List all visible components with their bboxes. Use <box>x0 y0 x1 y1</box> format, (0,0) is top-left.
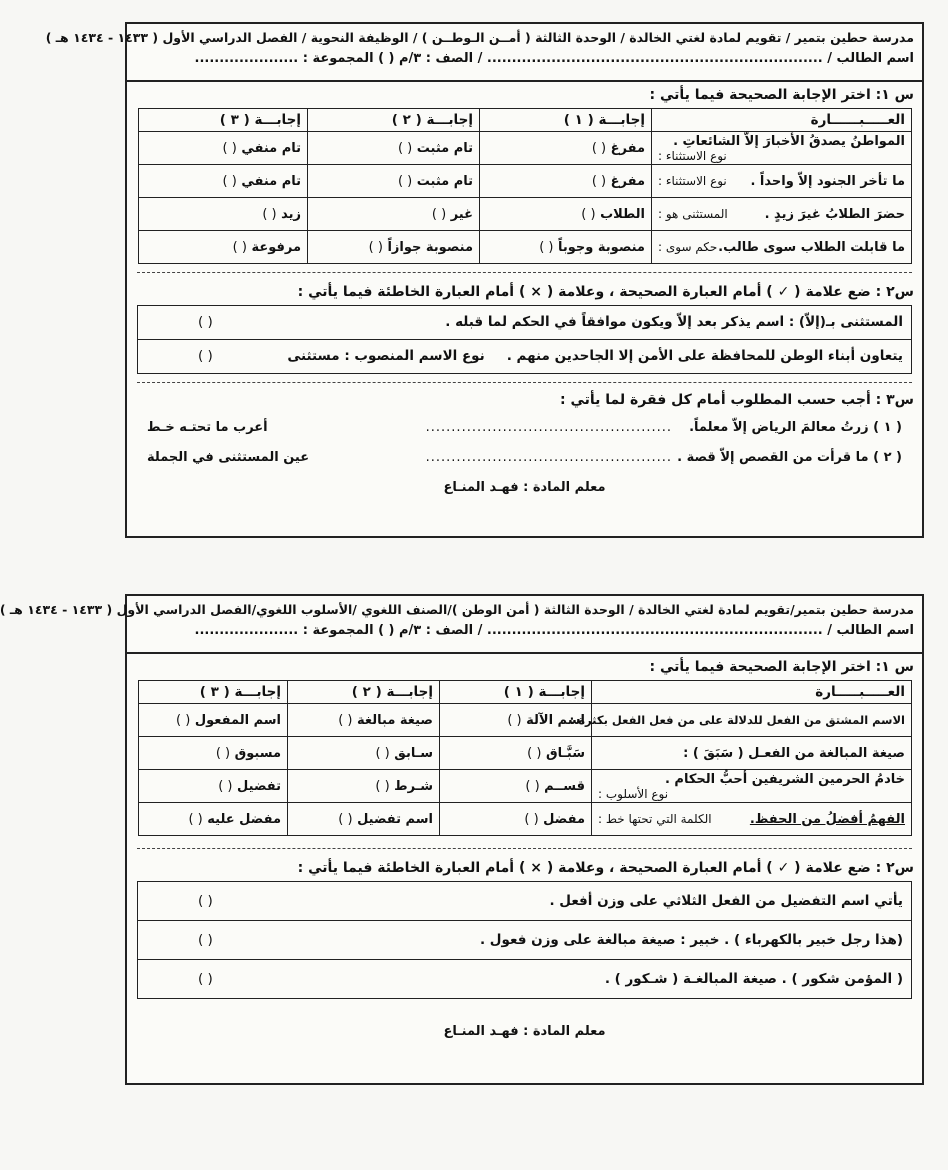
answer-option-2[interactable] <box>288 737 440 770</box>
statement-text: ما قابلت الطلاب سوى طالب. <box>718 239 905 255</box>
statement-cell <box>569 704 912 737</box>
answer-line[interactable]: ................................................ <box>425 420 672 435</box>
item-text: يتعاون أبناء الوطن للمحافظة على الأمن إلا الجاحدين منهم . <box>506 348 903 364</box>
option-text: اسم المفعول <box>194 712 281 728</box>
statement-question: المستثنى هو : <box>658 206 728 221</box>
statement-question: نوع الأسلوب : <box>598 786 669 801</box>
answer-paren[interactable]: ( ) <box>198 932 213 948</box>
option-text: منصوبة جوازاً <box>387 239 473 255</box>
option-text: مفضل <box>543 811 585 827</box>
answer-paren: ( ) <box>176 712 191 728</box>
answer-paren: ( ) <box>218 778 233 794</box>
answer-option-3[interactable] <box>139 165 308 198</box>
mcq-table <box>138 680 912 836</box>
option-text: سـابق <box>394 745 433 761</box>
table-row <box>139 770 912 803</box>
statement-cell <box>652 231 912 264</box>
answer-line[interactable]: ................................................ <box>425 450 672 465</box>
table-row <box>139 737 912 770</box>
col-header-answer-2: إجابـــة ( ٢ ) <box>308 109 480 132</box>
col-header-statement: العـــــبــــــارة <box>652 109 912 132</box>
statement-cell <box>652 198 912 231</box>
answer-paren: ( ) <box>188 811 203 827</box>
option-text: سَبَّـاق <box>545 745 585 761</box>
answer-option-2[interactable] <box>288 770 440 803</box>
answer-option-2[interactable] <box>308 198 480 231</box>
option-text: مفضل عليه <box>207 811 281 827</box>
answer-paren[interactable]: ( ) <box>198 893 213 909</box>
divider <box>137 272 912 273</box>
sheet-header: مدرسة حطين بتمير/تقويم لمادة لغتي الخالدة / الوحدة الثالثة ( أمن الوطن )/الصنف اللغوي /الأسلوب اللغوي/الفصل الدراسي الأول ( ١٤٣٣ - ١٤٣٤ هـ ) <box>0 602 914 617</box>
col-header-answer-3: إجابـــة ( ٣ ) <box>139 109 308 132</box>
table-row <box>139 704 912 737</box>
statement-question: نوع الاستثناء : <box>658 148 727 163</box>
teacher-name: معلم المادة : فهـد المنـاع <box>443 1024 606 1039</box>
true-false-item <box>138 882 911 921</box>
option-text: تام مثبت <box>416 173 473 189</box>
option-text: مفرغ <box>610 173 645 189</box>
worksheet-2 <box>0 594 924 1085</box>
item-text: المستثنى بـ(إلاّ) : اسم يذكر بعد إلاّ ويكون موافقاً في الحكم لما قبله . <box>445 314 903 330</box>
statement-text: الفهمُ أفضلُ من الحفظ. <box>749 811 905 827</box>
answer-paren[interactable]: ( ) <box>198 314 213 330</box>
statement-text: المواطنُ يصدقُ الأخبارَ إلاّ الشائعاتِ . <box>673 133 905 149</box>
answer-option-3[interactable] <box>139 737 288 770</box>
option-text: مرفوعة <box>251 239 301 255</box>
true-false-box <box>137 881 912 999</box>
answer-option-1[interactable] <box>440 704 592 737</box>
statement-question: حكم سوى : <box>658 239 718 254</box>
answer-paren: ( ) <box>525 778 540 794</box>
statement-question: الكلمة التي تحتها خط : <box>598 811 712 826</box>
option-text: تام منفي <box>241 173 301 189</box>
col-header-answer-1: إجابـــة ( ١ ) <box>440 681 592 704</box>
col-header-statement: العـــــبـــــارة <box>592 681 912 704</box>
answer-paren: ( ) <box>507 712 522 728</box>
sheet-header: مدرسة حطين بتمير / تقويم لمادة لغتي الخالدة / الوحدة الثالثة ( أمــن الـوطــن ) / الوظيفة النحوية / الفصل الدراسي الأول ( ١٤٣٣ - ١٤٣٤ هـ ) <box>45 30 914 45</box>
answer-paren: ( ) <box>397 140 413 156</box>
answer-paren[interactable]: ( ) <box>198 348 213 364</box>
option-text: غير <box>450 206 473 222</box>
answer-option-1[interactable] <box>440 803 592 836</box>
true-false-box <box>137 305 912 374</box>
option-text: صيغة مبالغة <box>357 712 433 728</box>
answer-option-1[interactable] <box>480 132 652 165</box>
option-text: اسم تفضيل <box>357 811 433 827</box>
answer-option-1[interactable] <box>480 198 652 231</box>
option-text: تام مثبت <box>416 140 473 156</box>
short-answer-item <box>127 443 922 473</box>
answer-option-2[interactable] <box>308 132 480 165</box>
answer-paren: ( ) <box>338 811 353 827</box>
teacher-name: معلم المادة : فهـد المنـاع <box>443 480 606 495</box>
statement-cell <box>592 770 912 803</box>
option-text: الطلاب <box>600 206 645 222</box>
col-header-answer-2: إجابـــة ( ٢ ) <box>288 681 440 704</box>
option-text: مسبوق <box>234 745 281 761</box>
worksheet-1 <box>45 22 924 538</box>
question-1-title: س ١: اختر الإجابة الصحيحة فيما يأتي : <box>649 659 914 675</box>
true-false-item <box>138 960 911 998</box>
answer-paren: ( ) <box>539 239 554 255</box>
statement-question: نوع الاستثناء : <box>658 173 727 188</box>
answer-option-3[interactable] <box>139 803 288 836</box>
statement-cell <box>592 737 912 770</box>
student-info-line: اسم الطالب / .................................................................... / الصف : ٣/م ( ) المجموعة : ..................... <box>194 623 914 638</box>
item-hint: نوع الاسم المنصوب : مستثنى <box>287 348 485 364</box>
statement-text: ما تأخر الجنود إلاّ واحداً . <box>750 173 905 189</box>
answer-paren: ( ) <box>222 140 237 156</box>
answer-paren: ( ) <box>524 811 539 827</box>
answer-paren: ( ) <box>397 173 413 189</box>
answer-paren: ( ) <box>222 173 237 189</box>
table-row <box>139 231 912 264</box>
answer-option-3[interactable] <box>139 231 308 264</box>
item-instruction: عين المستثنى في الجملة <box>147 450 310 465</box>
answer-option-2[interactable] <box>288 704 440 737</box>
answer-option-1[interactable] <box>440 770 592 803</box>
table-row <box>139 803 912 836</box>
option-text: مفرغ <box>610 140 645 156</box>
table-header-row <box>139 681 912 704</box>
answer-paren: ( ) <box>368 239 383 255</box>
answer-paren: ( ) <box>591 140 607 156</box>
statement-text: حضرَ الطلابُ غيرَ زيدٍ . <box>764 206 905 222</box>
question-3-title: س٣ : أجب حسب المطلوب أمام كل فقرة لما يأتي : <box>560 392 914 408</box>
answer-paren: ( ) <box>232 239 247 255</box>
option-text: اسم الآلة <box>526 712 585 728</box>
answer-option-3[interactable] <box>139 198 308 231</box>
option-text: منصوبة وجوباً <box>558 239 645 255</box>
question-2-title: س٢ : ضع علامة ( ✓ ) أمام العبارة الصحيحة ، وعلامة ( × ) أمام العبارة الخاطئة فيما يأتي : <box>297 284 914 300</box>
option-text: تفضيل <box>237 778 281 794</box>
question-1-title: س ١: اختر الإجابة الصحيحة فيما يأتي : <box>649 87 914 103</box>
statement-cell <box>592 803 912 836</box>
item-text: ( ١ ) زرتُ معالمَ الرياض إلاّ معلماً. <box>689 420 902 435</box>
true-false-item <box>138 921 911 960</box>
answer-option-1[interactable] <box>440 737 592 770</box>
answer-option-2[interactable] <box>308 165 480 198</box>
statement-cell <box>652 132 912 165</box>
answer-option-3[interactable] <box>139 704 288 737</box>
answer-paren: ( ) <box>262 206 277 222</box>
item-text: ( ٢ ) ما قرأت من القصص إلاّ قصة . <box>677 450 902 465</box>
answer-option-1[interactable] <box>480 231 652 264</box>
item-instruction: أعرب ما تحتـه خـط <box>147 420 268 435</box>
item-text: (هذا رجل خبير بالكهرباء ) . خبير : صيغة مبالغة على وزن فعول . <box>479 932 903 948</box>
statement-text: الاسم المشتق من الفعل للدلالة على من فعل الفعل بكثرة : <box>569 713 905 727</box>
answer-option-2[interactable] <box>308 231 480 264</box>
col-header-answer-1: إجابـــة ( ١ ) <box>480 109 652 132</box>
answer-paren: ( ) <box>338 712 353 728</box>
option-text: تام منفي <box>241 140 301 156</box>
table-row <box>139 132 912 165</box>
true-false-item <box>138 340 911 373</box>
option-text: زيد <box>281 206 301 222</box>
answer-option-1[interactable] <box>480 165 652 198</box>
statement-cell <box>652 165 912 198</box>
table-row <box>139 198 912 231</box>
divider <box>137 382 912 383</box>
option-text: شـرط <box>394 778 433 794</box>
mcq-table <box>138 108 912 264</box>
answer-paren[interactable]: ( ) <box>198 971 213 987</box>
short-answer-item <box>127 413 922 443</box>
answer-option-2[interactable] <box>288 803 440 836</box>
answer-paren: ( ) <box>527 745 542 761</box>
statement-text: صيغة المبالغة من الفعـل ( سَبَقَ ) : <box>683 745 905 761</box>
table-row <box>139 165 912 198</box>
answer-paren: ( ) <box>375 745 390 761</box>
answer-option-3[interactable] <box>139 770 288 803</box>
statement-text: خادمُ الحرمين الشريفين أحبُّ الحكام . <box>664 771 905 787</box>
question-2-title: س٢ : ضع علامة ( ✓ ) أمام العبارة الصحيحة ، وعلامة ( × ) أمام العبارة الخاطئة فيما يأتي : <box>297 860 914 876</box>
table-header-row <box>139 109 912 132</box>
item-text: يأتي اسم التفضيل من الفعل الثلاثي على وزن أفعل . <box>549 893 903 909</box>
divider <box>137 848 912 849</box>
answer-option-3[interactable] <box>139 132 308 165</box>
student-info-line: اسم الطالب / .................................................................... / الصف : ٣/م ( ) المجموعة : ..................... <box>194 51 914 66</box>
col-header-answer-3: إجابـــة ( ٣ ) <box>139 681 288 704</box>
option-text: قســم <box>544 778 585 794</box>
answer-paren: ( ) <box>431 206 447 222</box>
true-false-item <box>138 306 911 340</box>
answer-paren: ( ) <box>581 206 596 222</box>
answer-paren: ( ) <box>591 173 607 189</box>
item-text: ( المؤمن شكور ) . صيغة المبالغـة ( شـكور ) . <box>604 971 903 987</box>
answer-paren: ( ) <box>215 745 231 761</box>
answer-paren: ( ) <box>375 778 390 794</box>
